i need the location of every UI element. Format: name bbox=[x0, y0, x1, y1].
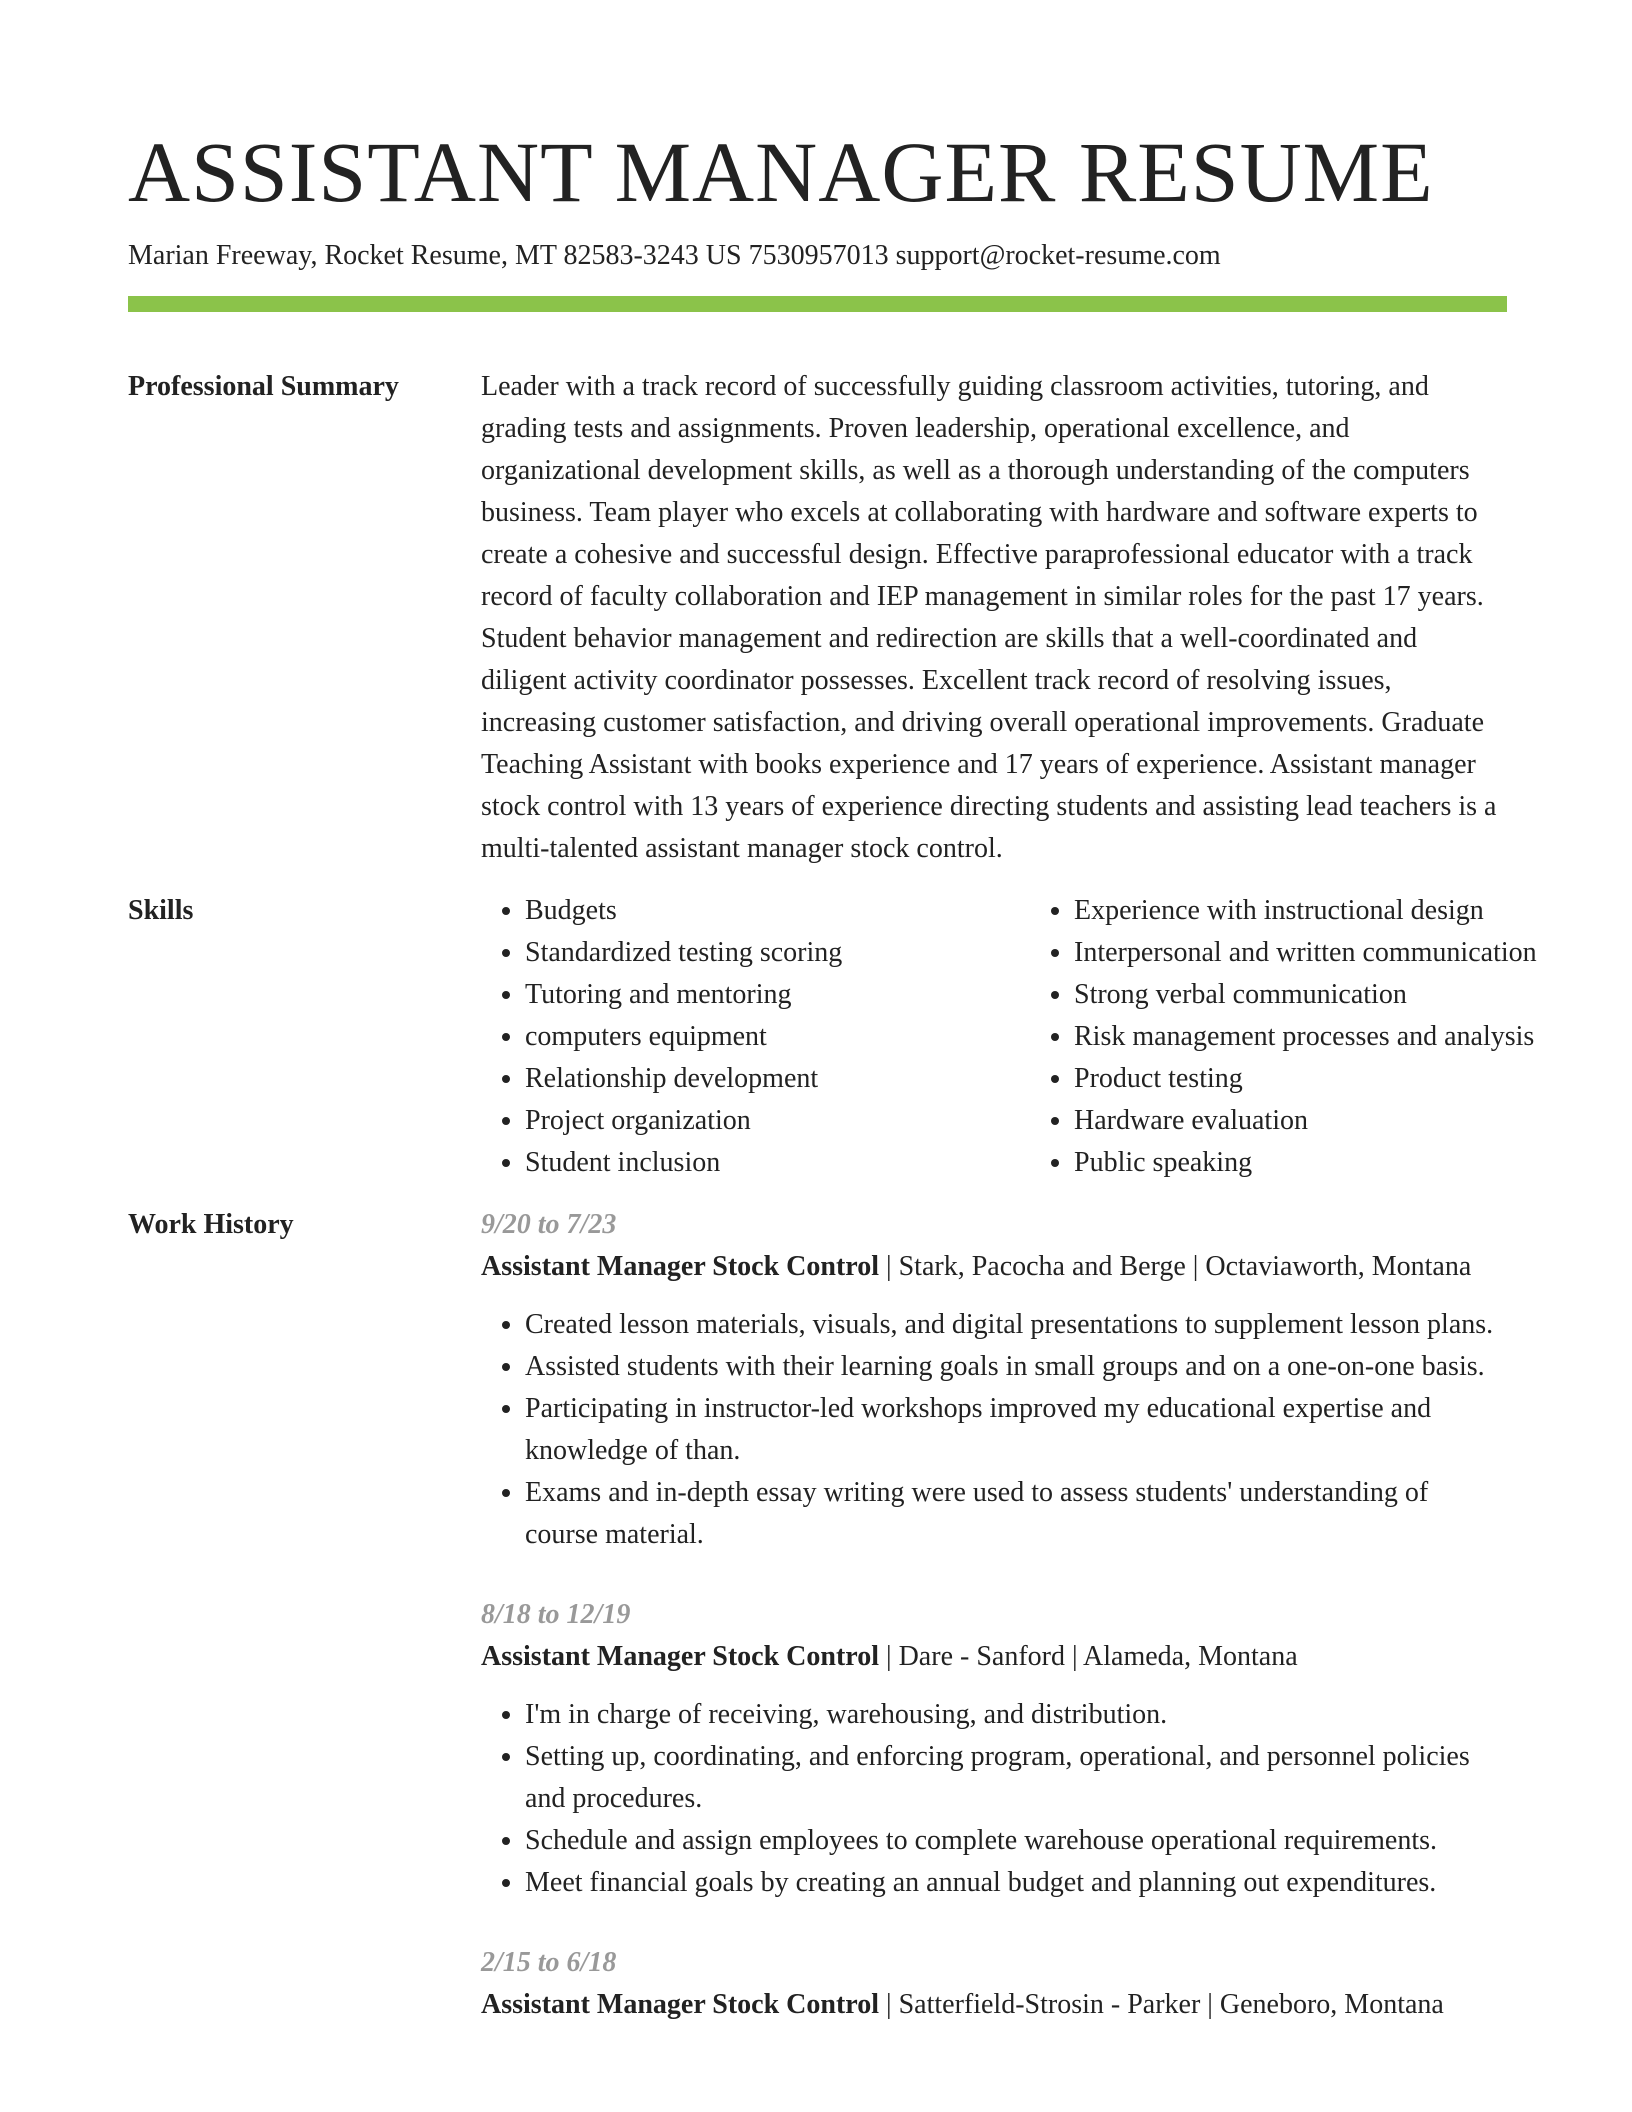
job-bullet: • Meet financial goals by creating an annual budget and planning out expenditures. bbox=[525, 1862, 1507, 1904]
skill-item: • Strong verbal communication bbox=[1074, 974, 1537, 1016]
job-bullet: • Schedule and assign employees to complete warehouse operational requirements. bbox=[525, 1820, 1507, 1862]
accent-divider bbox=[128, 296, 1507, 312]
job-entry bbox=[481, 1942, 1507, 2026]
job-details: | Dare - Sanford | Alameda, Montana bbox=[878, 1641, 1298, 1672]
job-bullet: • I'm in charge of receiving, warehousing, and distribution. bbox=[525, 1694, 1507, 1736]
summary-text: Leader with a track record of successfully guiding classroom activities, tutoring, and grading tests and assignments. Proven leadership, operational excellence, and organizational development skills, as well as a thorough understanding of the computers business. Team player who excels at collaborating with hardware and software experts to create a cohesive and successful design. Effective paraprofessional educator with a track record of faculty collaboration and IEP management in similar roles for the past 17 years. Student behavior management and redirection are skills that a well-coordinated and diligent activity coordinator possesses. Excellent track record of resolving issues, increasing customer satisfaction, and driving overall operational improvements. Graduate Teaching Assistant with books experience and 17 years of experience. Assistant manager stock control with 13 years of experience directing students and assisting lead teachers is a multi-talented assistant manager stock control. bbox=[481, 371, 1497, 864]
work-history-label: Work History bbox=[128, 1209, 294, 1240]
job-bullet: • Created lesson materials, visuals, and digital presentations to supplement lesson plans. bbox=[525, 1304, 1507, 1346]
skill-item: • Project organization bbox=[525, 1100, 1030, 1142]
job-bullet: • Setting up, coordinating, and enforcing program, operational, and personnel policies and procedures. bbox=[525, 1736, 1507, 1820]
job-details: | Stark, Pacocha and Berge | Octaviaworth, Montana bbox=[878, 1251, 1472, 1282]
skills-list-left bbox=[481, 890, 1030, 1184]
job-dates: 9/20 to 7/23 bbox=[481, 1209, 617, 1240]
resume-title: ASSISTANT MANAGER RESUME bbox=[128, 124, 1434, 220]
summary-label: Professional Summary bbox=[128, 371, 399, 402]
skill-item: • Tutoring and mentoring bbox=[525, 974, 1030, 1016]
skill-item: • Budgets bbox=[525, 890, 1030, 932]
resume-page bbox=[128, 118, 1537, 2064]
job-bullet: • Exams and in-depth essay writing were used to assess students' understanding of course material. bbox=[525, 1472, 1507, 1556]
job-dates: 2/15 to 6/18 bbox=[481, 1947, 617, 1978]
skill-item: • Relationship development bbox=[525, 1058, 1030, 1100]
job-bullet: • Assisted students with their learning goals in small groups and on a one-on-one basis. bbox=[525, 1346, 1507, 1388]
skill-item: • Product testing bbox=[1074, 1058, 1537, 1100]
skill-item: • Interpersonal and written communication bbox=[1074, 932, 1537, 974]
skill-item: • Experience with instructional design bbox=[1074, 890, 1537, 932]
job-title: Assistant Manager Stock Control bbox=[481, 1641, 879, 1672]
skill-item: • Standardized testing scoring bbox=[525, 932, 1030, 974]
skill-item: • computers equipment bbox=[525, 1016, 1030, 1058]
skills-section bbox=[128, 890, 1537, 1184]
job-bullet: • Participating in instructor-led workshops improved my educational expertise and knowledge of than. bbox=[525, 1388, 1507, 1472]
job-bullets bbox=[481, 1694, 1507, 1904]
job-heading bbox=[481, 1636, 1507, 1678]
skill-item: • Hardware evaluation bbox=[1074, 1100, 1537, 1142]
job-bullets bbox=[481, 1304, 1507, 1556]
job-dates: 8/18 to 12/19 bbox=[481, 1599, 631, 1630]
job-heading bbox=[481, 1246, 1507, 1288]
job-heading bbox=[481, 1984, 1507, 2026]
skills-list-right bbox=[1030, 890, 1537, 1184]
job-title: Assistant Manager Stock Control bbox=[481, 1251, 879, 1282]
skill-item: • Public speaking bbox=[1074, 1142, 1537, 1184]
work-history-section bbox=[128, 1204, 1507, 2064]
contact-info: Marian Freeway, Rocket Resume, MT 82583-3243 US 7530957013 support@rocket-resume.com bbox=[128, 240, 1221, 271]
skill-item: • Risk management processes and analysis bbox=[1074, 1016, 1537, 1058]
summary-section bbox=[128, 366, 1507, 870]
job-title: Assistant Manager Stock Control bbox=[481, 1989, 879, 2020]
skills-label: Skills bbox=[128, 895, 194, 926]
job-entry bbox=[481, 1594, 1507, 1904]
job-entry bbox=[481, 1204, 1507, 1556]
skill-item: • Student inclusion bbox=[525, 1142, 1030, 1184]
job-details: | Satterfield-Strosin - Parker | Geneboro, Montana bbox=[878, 1989, 1444, 2020]
